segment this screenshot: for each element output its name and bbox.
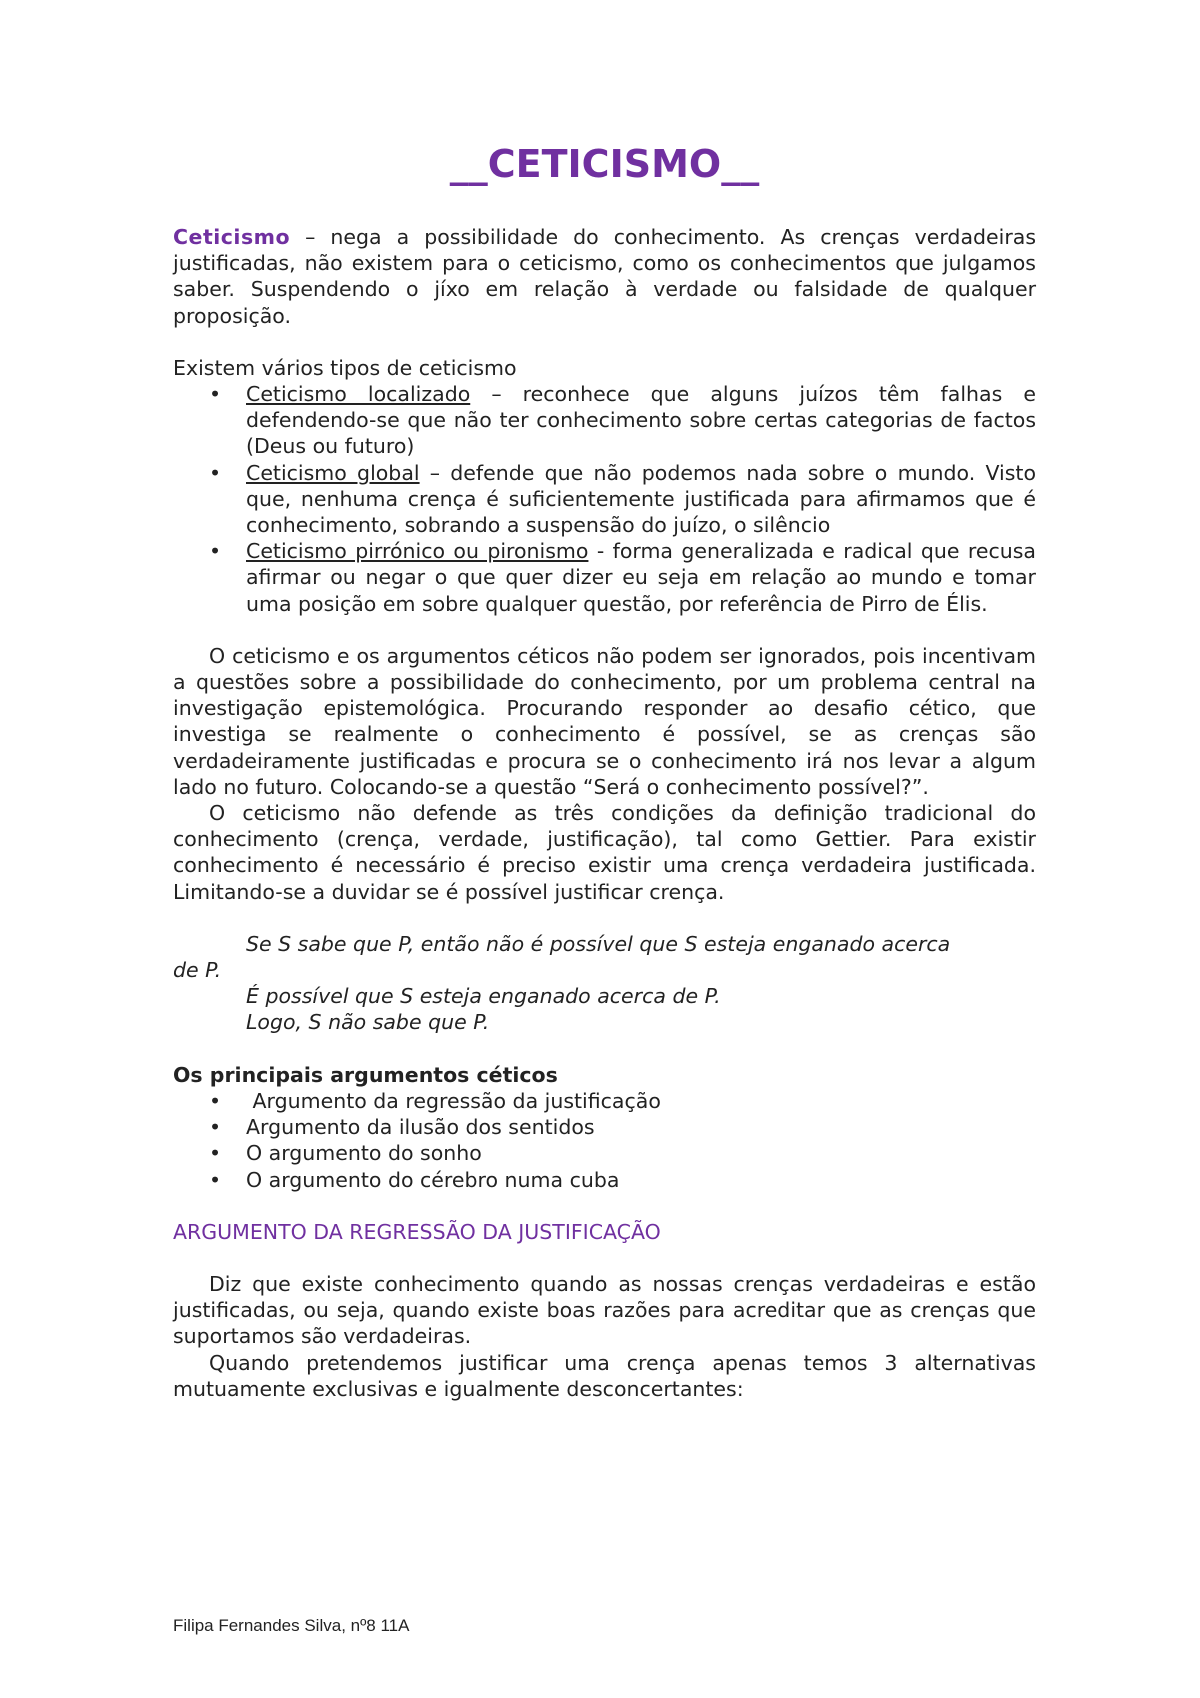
type-text: – defende que não podemos nada sobre o mundo. Visto que, nenhuma crença é suficientemente justificada para afirmamos que é conhecimento, sobrando a suspensão do juízo, o silêncio xyxy=(246,460,1037,538)
types-list xyxy=(173,381,1036,617)
bullet-icon: • xyxy=(209,1167,222,1192)
intro-paragraph xyxy=(173,224,1036,329)
type-term: Ceticismo localizado xyxy=(246,382,471,407)
bullet-icon: • xyxy=(209,382,222,407)
type-text: - forma generalizada e radical que recusa afirmar ou negar o que quer dizer eu seja em relação ao mundo e tomar uma posição em sobre qualquer questão, por referência de Pirro de Élis. xyxy=(246,539,1036,616)
intro-text: – nega a possibilidade do conhecimento. As crenças verdadeiras justificadas, não existem para o ceticismo, como os conhecimentos que julgamos saber. Suspendendo o jíxo em relação à verdade ou falsidade de qualquer proposição. xyxy=(173,225,1036,328)
type-term: Ceticismo global xyxy=(246,460,420,485)
document-body xyxy=(173,140,1036,1402)
document-title: __CETICISMO__ xyxy=(449,142,760,186)
list-item xyxy=(173,1114,1036,1140)
spacer xyxy=(173,1245,1036,1271)
type-text: – reconhece que alguns juízos têm falhas e defendendo-se que não ter conhecimento sobre certas categorias de factos (Deus ou futuro) xyxy=(246,382,1036,459)
intro-term: Ceticismo xyxy=(173,225,291,249)
argument-premise-2: É possível que S esteja enganado acerca de P. xyxy=(246,984,721,1009)
list-item xyxy=(173,460,1036,539)
main-arg-text: Argumento da regressão da justificação xyxy=(246,1088,661,1113)
body-paragraph-2: O ceticismo não defende as três condições da definição tradicional do conhecimento (crença, verdade, justificação), tal como Gettier. Para existir conhecimento é necessário é preciso existir uma crença verdadeira justificada. Limitando-se a duvidar se é possível justificar crença. xyxy=(173,801,1036,904)
list-item xyxy=(173,1140,1036,1166)
main-arg-text: Argumento da ilusão dos sentidos xyxy=(246,1115,595,1140)
bullet-icon: • xyxy=(209,1115,222,1140)
body-paragraph-1: O ceticismo e os argumentos céticos não podem ser ignorados, pois incentivam a questões sobre a possibilidade do conhecimento, por um problema central na investigação epistemológica. Procurando responder ao desafio cético, que investiga se realmente o conhecimento é possível, se as crenças são verdadeiramente justificadas e procura se o conhecimento irá nos levar a algum lado no futuro. Colocando-se a questão “Será o conhecimento possível?”. xyxy=(173,643,1036,799)
body-paragraph-4: Quando pretendemos justificar uma crença apenas temos 3 alternativas mutuamente exclusivas e igualmente desconcertantes: xyxy=(173,1350,1036,1401)
main-arg-text: O argumento do sonho xyxy=(246,1141,482,1166)
argument-conclusion: Logo, S não sabe que P. xyxy=(246,1010,490,1035)
spacer xyxy=(173,617,1036,643)
spacer xyxy=(173,905,1036,931)
argument-block xyxy=(173,931,1036,1036)
list-item xyxy=(173,1167,1036,1193)
spacer xyxy=(173,1193,1036,1219)
list-item xyxy=(173,1088,1036,1114)
list-item xyxy=(173,381,1036,460)
body-paragraph-3: Diz que existe conhecimento quando as nossas crenças verdadeiras e estão justificadas, ou seja, quando existe boas razões para acreditar que as crenças que suportamos são verdadeiras. xyxy=(173,1271,1036,1349)
page-footer: Filipa Fernandes Silva, nº8 11A xyxy=(173,1616,410,1635)
main-arg-text: O argumento do cérebro numa cuba xyxy=(246,1167,620,1192)
main-args-list xyxy=(173,1088,1036,1193)
bullet-icon: • xyxy=(209,1141,222,1166)
main-args-heading: Os principais argumentos céticos xyxy=(173,1062,558,1087)
types-intro: Existem vários tipos de ceticismo xyxy=(173,355,517,380)
argument-premise-1-cont: de P. xyxy=(173,958,222,983)
bullet-icon: • xyxy=(209,460,222,485)
section-heading: ARGUMENTO DA REGRESSÃO DA JUSTIFICAÇÃO xyxy=(173,1219,661,1244)
type-term: Ceticismo pirrónico ou pironismo xyxy=(246,539,589,564)
bullet-icon: • xyxy=(209,1088,222,1113)
argument-premise-1: Se S sabe que P, então não é possível que S esteja enganado acerca xyxy=(246,931,951,956)
bullet-icon: • xyxy=(209,539,222,564)
spacer xyxy=(173,329,1036,355)
list-item xyxy=(173,538,1036,617)
spacer xyxy=(173,1036,1036,1062)
